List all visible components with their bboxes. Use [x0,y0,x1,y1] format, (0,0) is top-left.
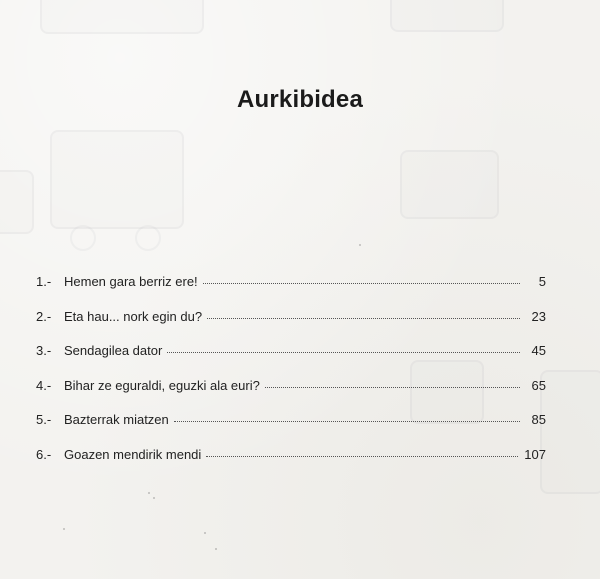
dot-leader [206,455,518,457]
toc-entry-number: 6.- [36,446,52,462]
show-through-shape [40,0,204,34]
toc-entry-number: 3.- [36,343,52,358]
show-through-shape [400,150,499,219]
show-through-shape [70,225,96,251]
toc-entry-number: 1.- [36,274,52,289]
dot-leader [207,317,520,319]
show-through-shape [0,170,34,234]
toc-entry-page: 85 [531,412,546,427]
paper-speck [215,548,217,550]
show-through-shape [540,370,600,494]
toc-entry [36,309,546,344]
paper-speck [153,497,155,499]
dot-leader [167,351,520,353]
toc-entry [36,274,546,309]
page-title: Aurkibidea [236,86,364,113]
show-through-shape [390,0,504,32]
paper-speck [359,244,361,246]
table-of-contents [36,274,546,481]
toc-entry [36,378,546,413]
toc-entry-number: 2.- [36,308,52,324]
toc-entry-page: 5 [538,274,546,289]
toc-entry-title: Eta hau... nork egin du? [64,308,203,324]
dot-leader [174,420,520,422]
paper-speck [148,492,150,494]
dot-leader [265,386,520,388]
toc-entry-page: 45 [531,343,546,358]
toc-entry-number: 5.- [36,412,52,427]
show-through-shape [50,130,184,229]
dot-leader [203,282,520,284]
toc-entry-title: Bazterrak miatzen [64,412,169,427]
toc-entry-title: Bihar ze eguraldi, eguzki ala euri? [64,377,260,393]
toc-entry [36,343,546,378]
paper-speck [63,528,65,530]
toc-entry-title: Goazen mendirik mendi [64,446,202,462]
toc-entry-page: 23 [531,308,546,324]
toc-entry-title: Sendagilea dator [64,343,163,358]
toc-entry-page: 107 [524,446,546,462]
toc-entry-page: 65 [531,377,546,393]
toc-entry-title: Hemen gara berriz ere! [64,274,198,289]
paper-speck [204,532,206,534]
toc-entry [36,412,546,447]
toc-entry [36,447,546,482]
show-through-shape [135,225,161,251]
toc-entry-number: 4.- [36,377,52,393]
